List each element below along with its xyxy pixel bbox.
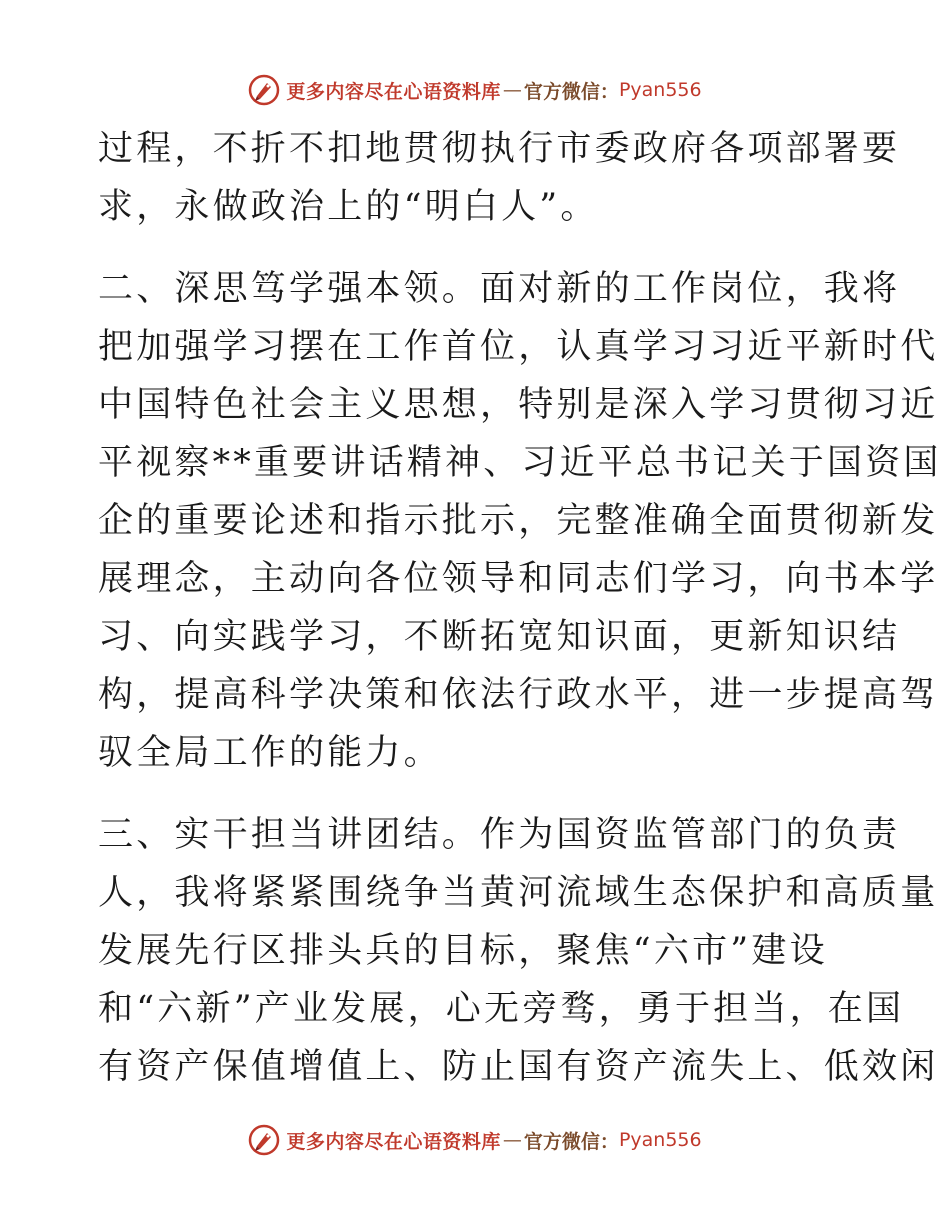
header-watermark: [0, 70, 950, 110]
paragraph-line: 过程，不折不扣地贯彻执行市委政府各项部署要: [98, 129, 901, 169]
paragraph-line: 和“六新”产业发展，心无旁骛，勇于担当，在国: [98, 989, 905, 1029]
footer-watermark: [0, 1120, 950, 1160]
paragraph-line: 驭全局工作的能力。: [98, 733, 442, 773]
section-heading-line: 三、实干担当讲团结。作为国资监管部门的负责: [98, 815, 901, 855]
paragraph-line: 中国特色社会主义思想，特别是深入学习贯彻习近: [98, 385, 939, 425]
paragraph-line: 求，永做政治上的“明白人”。: [98, 187, 599, 227]
paragraph-line: 把加强学习摆在工作首位，认真学习习近平新时代: [98, 327, 939, 367]
paragraph-line: 习、向实践学习，不断拓宽知识面，更新知识结: [98, 617, 901, 657]
watermark-dash: —: [502, 79, 522, 101]
paragraph-line: 构，提高科学决策和依法行政水平，进一步提高驾: [98, 675, 939, 715]
watermark-wechat-id: Pyan556: [618, 1129, 702, 1151]
watermark-site-text: 更多内容尽在心语资料库: [286, 1130, 501, 1153]
watermark-dash: —: [502, 1129, 522, 1151]
document-body: [98, 120, 942, 1096]
pen-nib-logo-icon: [248, 1124, 280, 1156]
paragraph-line: 发展先行区排头兵的目标，聚焦“六市”建设: [98, 931, 828, 971]
watermark-wechat-label: 官方微信：: [523, 1130, 619, 1153]
paragraph-line: 有资产保值增值上、防止国有资产流失上、低效闲: [98, 1047, 939, 1087]
paragraph-line: 展理念，主动向各位领导和同志们学习，向书本学: [98, 559, 939, 599]
watermark-site-text: 更多内容尽在心语资料库: [286, 80, 501, 103]
paragraph-line: 企的重要论述和指示批示，完整准确全面贯彻新发: [98, 501, 939, 541]
paragraph-line: 平视察**重要讲话精神、习近平总书记关于国资国: [98, 443, 942, 483]
paragraph-line: 人，我将紧紧围绕争当黄河流域生态保护和高质量: [98, 873, 939, 913]
watermark-wechat-label: 官方微信：: [523, 80, 619, 103]
pen-nib-logo-icon: [248, 74, 280, 106]
section-heading-line: 二、深思笃学强本领。面对新的工作岗位，我将: [98, 269, 901, 309]
watermark-wechat-id: Pyan556: [618, 79, 702, 101]
